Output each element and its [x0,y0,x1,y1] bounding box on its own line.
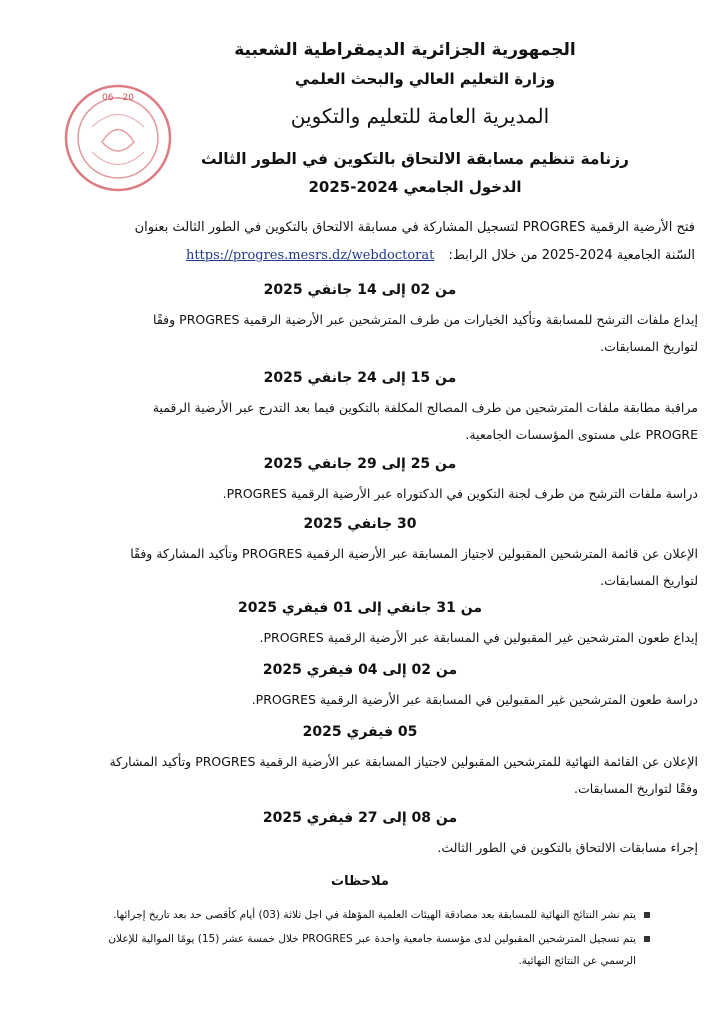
document-subtitle: الدخول الجامعي 2024-2025 [308,178,522,196]
schedule-date: من 02 إلى 14 جانفي 2025 [263,282,457,298]
schedule-date: من 31 جانفي إلى 01 فيفري 2025 [237,600,482,616]
directorate-name: المديرية العامة للتعليم والتكوين [290,104,550,128]
schedule-description [22,306,698,360]
description-line: PROGRE على مستوى المؤسسات الجامعية. [465,427,698,442]
schedule-date: من 15 إلى 24 جانفي 2025 [263,370,457,386]
republic-name: الجمهورية الجزائرية الديمقراطية الشعبية [234,40,576,60]
description-line: لتواريخ المسابقات. [600,573,698,588]
schedule-item [22,456,698,507]
description-line: مراقبة مطابقة ملفات المترشحين من طرف المصالح المكلفة بالتكوين فيما بعد التدرج عبر الأرضية الرقمية [152,400,698,415]
schedule-item [22,370,698,448]
progres-link[interactable]: https://progres.mesrs.dz/webdoctorat [185,248,435,263]
description-line: وفقًا لتواريخ المسابقات. [573,781,698,796]
intro-paragraph [18,214,695,270]
schedule-date: 05 فيفري 2025 [302,724,418,740]
description-line: دراسة ملفات الترشح من طرف لجنة التكوين في الدكتوراه عبر الأرضية الرقمية PROGRES. [222,486,698,501]
description-line: الإعلان عن قائمة المترشحين المقبولين لاجتياز المسابقة عبر الأرضية الرقمية PROGRES وتأكيد المشاركة وفقًا [130,546,698,561]
note-line: الرسمي عن النتائج النهائية. [518,955,636,967]
schedule-date: من 25 إلى 29 جانفي 2025 [263,456,457,472]
notes-title: ملاحظات [331,874,389,889]
schedule-description [22,834,698,861]
schedule-item [22,810,698,861]
schedule-item [22,724,698,802]
description-line: إجراء مسابقات الالتحاق بالتكوين في الطور الثالث. [437,840,698,855]
square-bullet-icon [644,912,650,918]
stamp-emblem [102,130,134,152]
description-line: إيداع ملفات الترشح للمسابقة وتأكيد الخيارات من طرف المترشحين عبر الأرضية الرقمية PROGRES وفقًا [153,312,698,327]
note-line: يتم نشر النتائج النهائية للمسابقة بعد مصادقة الهيئات العلمية المؤهلة في اجل ثلاثة (03) أيام كأقصى حد بعد تاريخ إجرائها. [113,909,636,921]
schedule-date: 30 جانفي 2025 [303,516,417,532]
square-bullet-icon [644,936,650,942]
schedule-item [22,600,698,651]
intro-line [18,242,695,270]
schedule-description [22,748,698,802]
document-title: رزنامة تنظيم مسابقة الالتحاق بالتكوين في الطور الثالث [201,150,629,168]
note-item [25,904,650,926]
schedule-item [22,662,698,713]
description-line: لتواريخ المسابقات. [600,339,698,354]
description-line: دراسة طعون المترشحين غير المقبولين في المسابقة عبر الأرضية الرقمية PROGRES. [251,692,698,707]
ministry-name: وزارة التعليم العالي والبحث العلمي [294,70,556,88]
schedule-date: من 02 إلى 04 فيفري 2025 [262,662,458,678]
schedule-date: من 08 إلى 27 فيفري 2025 [262,810,458,826]
stamp-number: 20 - 06 [102,93,134,103]
intro-line: فتح الأرضية الرقمية PROGRES لتسجيل المشاركة في مسابقة الالتحاق بالتكوين في الطور الثالث بعنوان [134,220,695,235]
schedule-item [22,282,698,360]
description-line: الإعلان عن القائمة النهائية للمترشحين المقبولين لاجتياز المسابقة عبر الأرضية الرقمية PROGRES وتأكيد المشاركة [109,754,698,769]
note-item [25,928,650,972]
schedule-description [22,540,698,594]
description-line: إيداع طعون المترشحين غير المقبولين في المسابقة عبر الأرضية الرقمية PROGRES. [259,630,698,645]
notes-list [25,904,650,974]
note-line: يتم تسجيل المترشحين المقبولين لدى مؤسسة جامعية واحدة عبر PROGRES خلال خمسة عشر (15) يومًا الموالية للإعلان [108,933,636,945]
schedule-item [22,516,698,594]
intro-text: السّنة الجامعية 2024-2025 من خلال الرابط: [448,248,695,263]
schedule-description [22,686,698,713]
schedule-description [22,394,698,448]
schedule-description [22,480,698,507]
schedule-description [22,624,698,651]
